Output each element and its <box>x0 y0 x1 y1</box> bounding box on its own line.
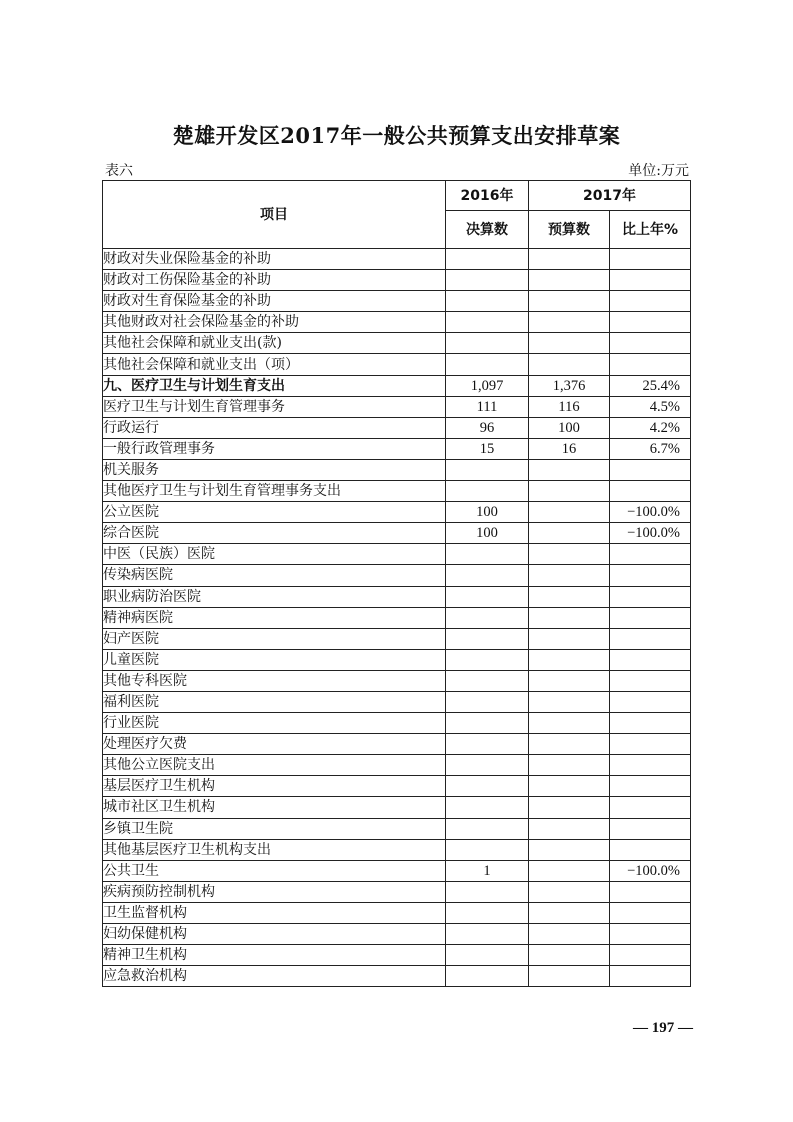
header-2016: 2016年 <box>446 181 529 211</box>
row-final-value: 1,097 <box>446 375 529 396</box>
row-ratio-value <box>610 481 691 502</box>
row-item-name: 妇幼保健机构 <box>103 924 446 945</box>
row-final-value: 111 <box>446 396 529 417</box>
row-item-name: 其他医疗卫生与计划生育管理事务支出 <box>103 481 446 502</box>
row-final-value <box>446 312 529 333</box>
row-budget-value <box>529 312 610 333</box>
row-budget-value <box>529 902 610 923</box>
row-item-name: 一般行政管理事务 <box>103 438 446 459</box>
row-ratio-value <box>610 797 691 818</box>
row-budget-value <box>529 291 610 312</box>
row-ratio-value <box>610 544 691 565</box>
table-row <box>103 734 691 755</box>
table-row <box>103 713 691 734</box>
row-budget-value <box>529 565 610 586</box>
row-budget-value <box>529 691 610 712</box>
row-final-value <box>446 481 529 502</box>
row-ratio-value: −100.0% <box>610 523 691 544</box>
row-budget-value <box>529 249 610 270</box>
row-budget-value <box>529 502 610 523</box>
table-row <box>103 502 691 523</box>
row-ratio-value <box>610 755 691 776</box>
table-row <box>103 755 691 776</box>
row-ratio-value <box>610 839 691 860</box>
unit-label: 单位:万元 <box>628 163 689 179</box>
row-budget-value <box>529 649 610 670</box>
table-row <box>103 481 691 502</box>
table-row <box>103 776 691 797</box>
row-item-name: 九、医疗卫生与计划生育支出 <box>103 375 446 396</box>
row-item-name: 行政运行 <box>103 417 446 438</box>
row-item-name: 精神病医院 <box>103 607 446 628</box>
row-final-value <box>446 839 529 860</box>
row-item-name: 精神卫生机构 <box>103 945 446 966</box>
row-final-value <box>446 333 529 354</box>
row-budget-value <box>529 544 610 565</box>
row-ratio-value <box>610 649 691 670</box>
row-final-value <box>446 607 529 628</box>
row-final-value: 1 <box>446 860 529 881</box>
table-row <box>103 924 691 945</box>
header-ratio: 比上年% <box>610 211 691 249</box>
row-item-name: 卫生监督机构 <box>103 902 446 923</box>
row-item-name: 其他公立医院支出 <box>103 755 446 776</box>
row-ratio-value <box>610 966 691 987</box>
table-row <box>103 797 691 818</box>
header-item: 项目 <box>103 181 446 249</box>
row-budget-value <box>529 881 610 902</box>
row-ratio-value: −100.0% <box>610 860 691 881</box>
row-budget-value <box>529 270 610 291</box>
row-final-value: 100 <box>446 523 529 544</box>
row-final-value <box>446 924 529 945</box>
row-budget-value <box>529 459 610 480</box>
table-row <box>103 523 691 544</box>
row-budget-value <box>529 354 610 375</box>
row-item-name: 处理医疗欠费 <box>103 734 446 755</box>
table-row <box>103 459 691 480</box>
row-final-value <box>446 628 529 649</box>
row-final-value <box>446 776 529 797</box>
header-final: 决算数 <box>446 211 529 249</box>
table-row <box>103 291 691 312</box>
row-ratio-value: −100.0% <box>610 502 691 523</box>
row-final-value <box>446 291 529 312</box>
row-budget-value <box>529 776 610 797</box>
row-final-value: 100 <box>446 502 529 523</box>
row-budget-value <box>529 839 610 860</box>
row-ratio-value <box>610 291 691 312</box>
row-item-name: 传染病医院 <box>103 565 446 586</box>
row-budget-value <box>529 755 610 776</box>
row-budget-value <box>529 586 610 607</box>
row-final-value <box>446 544 529 565</box>
table-row <box>103 839 691 860</box>
row-ratio-value <box>610 776 691 797</box>
row-final-value <box>446 649 529 670</box>
row-budget-value <box>529 966 610 987</box>
row-final-value <box>446 459 529 480</box>
row-item-name: 城市社区卫生机构 <box>103 797 446 818</box>
row-final-value <box>446 270 529 291</box>
table-row <box>103 607 691 628</box>
row-ratio-value <box>610 713 691 734</box>
row-item-name: 财政对工伤保险基金的补助 <box>103 270 446 291</box>
row-budget-value: 16 <box>529 438 610 459</box>
row-budget-value <box>529 924 610 945</box>
table-row <box>103 691 691 712</box>
row-item-name: 其他专科医院 <box>103 670 446 691</box>
row-ratio-value: 4.2% <box>610 417 691 438</box>
row-item-name: 行业医院 <box>103 713 446 734</box>
row-ratio-value <box>610 924 691 945</box>
row-budget-value: 100 <box>529 417 610 438</box>
row-item-name: 综合医院 <box>103 523 446 544</box>
row-ratio-value <box>610 628 691 649</box>
row-item-name: 乡镇卫生院 <box>103 818 446 839</box>
table-row <box>103 586 691 607</box>
table-row <box>103 649 691 670</box>
row-ratio-value <box>610 565 691 586</box>
row-budget-value <box>529 713 610 734</box>
row-item-name: 妇产医院 <box>103 628 446 649</box>
row-final-value <box>446 797 529 818</box>
row-item-name: 医疗卫生与计划生育管理事务 <box>103 396 446 417</box>
row-ratio-value <box>610 945 691 966</box>
table-body <box>103 249 691 987</box>
table-row <box>103 396 691 417</box>
row-ratio-value <box>610 607 691 628</box>
row-budget-value <box>529 333 610 354</box>
row-budget-value <box>529 734 610 755</box>
table-row <box>103 565 691 586</box>
row-ratio-value <box>610 249 691 270</box>
row-item-name: 公立医院 <box>103 502 446 523</box>
row-final-value <box>446 565 529 586</box>
row-final-value: 15 <box>446 438 529 459</box>
row-budget-value <box>529 523 610 544</box>
page-title: 楚雄开发区2017年一般公共预算支出安排草案 <box>172 123 621 148</box>
table-row <box>103 354 691 375</box>
row-final-value: 96 <box>446 417 529 438</box>
row-final-value <box>446 881 529 902</box>
row-final-value <box>446 354 529 375</box>
table-header <box>103 181 691 249</box>
row-final-value <box>446 945 529 966</box>
row-ratio-value: 6.7% <box>610 438 691 459</box>
row-item-name: 其他基层医疗卫生机构支出 <box>103 839 446 860</box>
row-item-name: 机关服务 <box>103 459 446 480</box>
row-budget-value <box>529 607 610 628</box>
row-ratio-value <box>610 270 691 291</box>
row-final-value <box>446 818 529 839</box>
row-budget-value <box>529 797 610 818</box>
header-2017: 2017年 <box>529 181 691 211</box>
row-item-name: 儿童医院 <box>103 649 446 670</box>
row-item-name: 基层医疗卫生机构 <box>103 776 446 797</box>
table-row <box>103 312 691 333</box>
row-ratio-value: 4.5% <box>610 396 691 417</box>
row-ratio-value <box>610 691 691 712</box>
row-final-value <box>446 713 529 734</box>
row-ratio-value <box>610 312 691 333</box>
table-row <box>103 860 691 881</box>
table-row <box>103 670 691 691</box>
header-budget: 预算数 <box>529 211 610 249</box>
row-final-value <box>446 670 529 691</box>
row-item-name: 财政对生育保险基金的补助 <box>103 291 446 312</box>
row-budget-value: 116 <box>529 396 610 417</box>
row-ratio-value <box>610 354 691 375</box>
table-number: 表六 <box>105 163 133 179</box>
row-budget-value <box>529 670 610 691</box>
row-item-name: 福利医院 <box>103 691 446 712</box>
row-final-value <box>446 902 529 923</box>
row-ratio-value <box>610 818 691 839</box>
row-ratio-value <box>610 881 691 902</box>
row-item-name: 职业病防治医院 <box>103 586 446 607</box>
table-row <box>103 966 691 987</box>
row-ratio-value <box>610 902 691 923</box>
table-row <box>103 417 691 438</box>
table-row <box>103 438 691 459</box>
budget-table <box>102 180 691 987</box>
table-row <box>103 945 691 966</box>
table-row <box>103 818 691 839</box>
row-item-name: 其他社会保障和就业支出（项） <box>103 354 446 375</box>
row-item-name: 财政对失业保险基金的补助 <box>103 249 446 270</box>
table-row <box>103 628 691 649</box>
row-budget-value <box>529 860 610 881</box>
row-budget-value <box>529 628 610 649</box>
row-ratio-value: 25.4% <box>610 375 691 396</box>
table-row <box>103 375 691 396</box>
row-ratio-value <box>610 459 691 480</box>
row-budget-value <box>529 818 610 839</box>
row-item-name: 公共卫生 <box>103 860 446 881</box>
row-final-value <box>446 249 529 270</box>
row-item-name: 疾病预防控制机构 <box>103 881 446 902</box>
table-row <box>103 333 691 354</box>
row-item-name: 其他社会保障和就业支出(款) <box>103 333 446 354</box>
table-row <box>103 249 691 270</box>
row-final-value <box>446 734 529 755</box>
row-budget-value: 1,376 <box>529 375 610 396</box>
row-final-value <box>446 966 529 987</box>
row-final-value <box>446 586 529 607</box>
row-ratio-value <box>610 333 691 354</box>
table-row <box>103 270 691 291</box>
table-row <box>103 881 691 902</box>
table-row <box>103 902 691 923</box>
row-item-name: 中医（民族）医院 <box>103 544 446 565</box>
row-item-name: 其他财政对社会保险基金的补助 <box>103 312 446 333</box>
row-final-value <box>446 691 529 712</box>
row-ratio-value <box>610 670 691 691</box>
row-final-value <box>446 755 529 776</box>
table-row <box>103 544 691 565</box>
page-number: — 197 — <box>633 1020 693 1036</box>
row-ratio-value <box>610 586 691 607</box>
row-ratio-value <box>610 734 691 755</box>
row-budget-value <box>529 481 610 502</box>
row-item-name: 应急救治机构 <box>103 966 446 987</box>
row-budget-value <box>529 945 610 966</box>
